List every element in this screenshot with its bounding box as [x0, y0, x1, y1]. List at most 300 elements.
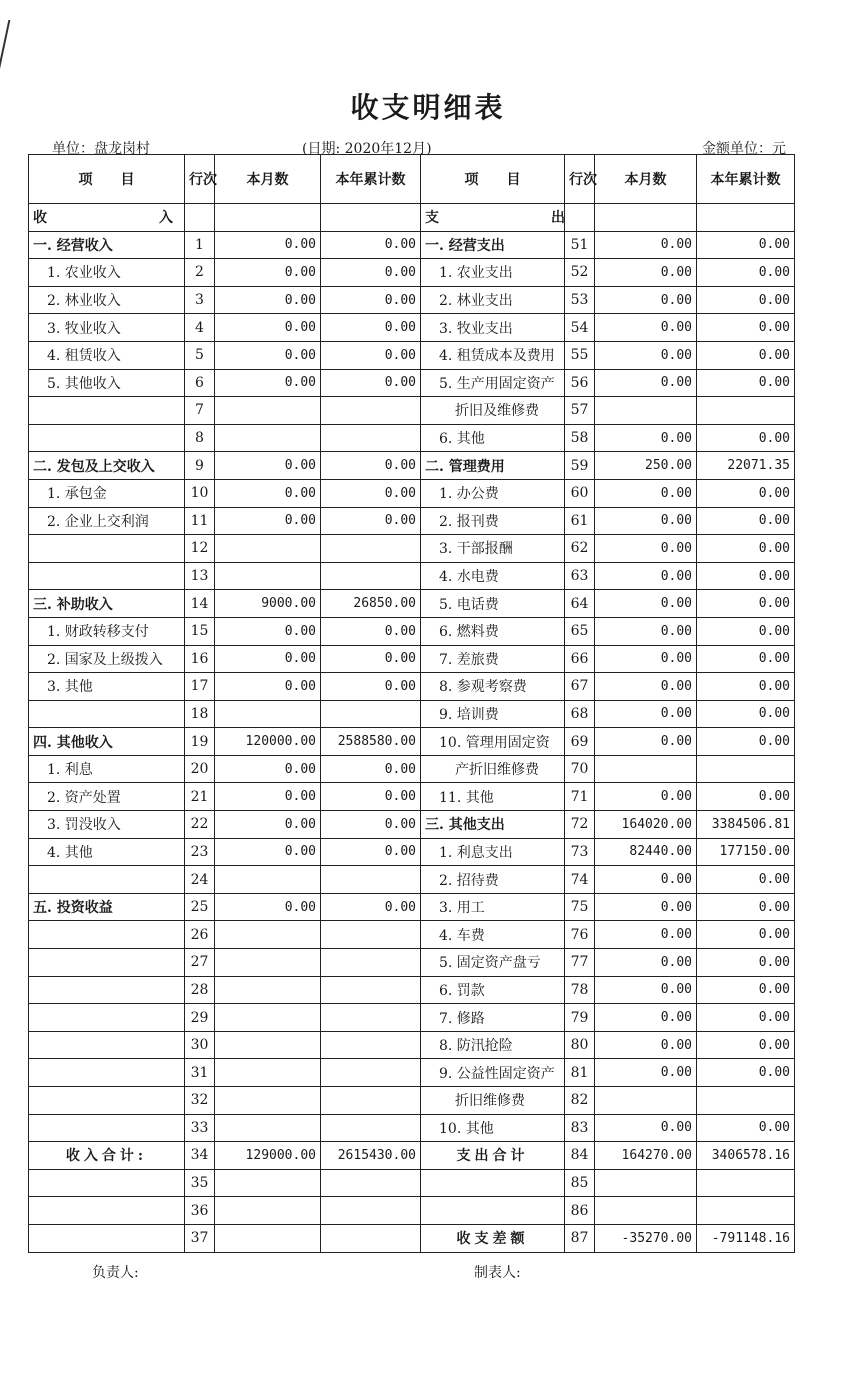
page-edge-mark [0, 20, 24, 80]
table-row [29, 1004, 795, 1032]
income-month-cell: 9000.00 [215, 590, 321, 618]
income-year-cell: 0.00 [321, 838, 421, 866]
income-item-cell: 2. 企业上交利润 [29, 507, 185, 535]
expense-year-cell: 0.00 [697, 314, 795, 342]
expense-line-cell: 53 [565, 286, 595, 314]
income-line-cell: 6 [185, 369, 215, 397]
header-month-income: 本月数 [215, 155, 321, 204]
unit-label: 单位：盘龙岗村 [52, 141, 150, 157]
expense-year-cell: -791148.16 [697, 1224, 795, 1252]
expense-line-cell: 75 [565, 893, 595, 921]
table-row [29, 838, 795, 866]
expense-month-cell: 0.00 [595, 645, 697, 673]
table-row [29, 562, 795, 590]
expense-month-cell: 0.00 [595, 1114, 697, 1142]
expense-year-cell: 0.00 [697, 535, 795, 563]
income-item-cell: 三. 补助收入 [29, 590, 185, 618]
income-year-cell [321, 1087, 421, 1115]
expense-year-cell: 0.00 [697, 728, 795, 756]
expense-item-cell: 5. 生产用固定资产 [421, 369, 565, 397]
expense-item-cell: 支 出 [421, 204, 565, 232]
expense-year-cell: 0.00 [697, 507, 795, 535]
income-item-cell [29, 949, 185, 977]
income-line-cell: 8 [185, 424, 215, 452]
income-line-cell: 28 [185, 976, 215, 1004]
income-year-cell: 0.00 [321, 314, 421, 342]
income-month-cell: 0.00 [215, 507, 321, 535]
income-year-cell [321, 921, 421, 949]
expense-line-cell: 59 [565, 452, 595, 480]
income-year-cell [321, 866, 421, 894]
header-month-expense: 本月数 [595, 155, 697, 204]
expense-line-cell: 63 [565, 562, 595, 590]
expense-line-cell: 80 [565, 1031, 595, 1059]
income-line-cell: 31 [185, 1059, 215, 1087]
expense-month-cell: 0.00 [595, 507, 697, 535]
expense-month-cell: 0.00 [595, 424, 697, 452]
expense-month-cell: 0.00 [595, 231, 697, 259]
expense-item-cell: 产折旧维修费 [421, 755, 565, 783]
income-year-cell: 0.00 [321, 231, 421, 259]
income-year-cell: 0.00 [321, 341, 421, 369]
income-month-cell: 0.00 [215, 259, 321, 287]
income-item-cell: 1. 承包金 [29, 479, 185, 507]
table-row [29, 424, 795, 452]
income-line-cell: 36 [185, 1197, 215, 1225]
income-month-cell: 0.00 [215, 755, 321, 783]
income-year-cell [321, 700, 421, 728]
income-year-cell [321, 1169, 421, 1197]
table-row [29, 314, 795, 342]
income-line-cell: 32 [185, 1087, 215, 1115]
income-month-cell: 0.00 [215, 231, 321, 259]
income-month-cell: 0.00 [215, 838, 321, 866]
expense-item-cell: 3. 干部报酬 [421, 535, 565, 563]
income-item-cell: 五. 投资收益 [29, 893, 185, 921]
income-year-cell [321, 562, 421, 590]
income-line-cell: 9 [185, 452, 215, 480]
income-item-cell [29, 1059, 185, 1087]
income-month-cell: 0.00 [215, 617, 321, 645]
income-item-cell [29, 424, 185, 452]
expense-year-cell [697, 1169, 795, 1197]
expense-month-cell: 0.00 [595, 286, 697, 314]
expense-year-cell: 0.00 [697, 259, 795, 287]
table-header-row [29, 155, 795, 204]
income-item-cell [29, 397, 185, 425]
table-row [29, 1197, 795, 1225]
table-row [29, 893, 795, 921]
income-month-cell [215, 1059, 321, 1087]
income-item-cell [29, 1087, 185, 1115]
income-month-cell: 0.00 [215, 479, 321, 507]
date-label: (日期: 2020年12月) [302, 141, 432, 157]
income-line-cell: 20 [185, 755, 215, 783]
expense-year-cell: 0.00 [697, 231, 795, 259]
income-month-cell [215, 1224, 321, 1252]
income-month-cell: 0.00 [215, 783, 321, 811]
table-row [29, 259, 795, 287]
expense-month-cell [595, 397, 697, 425]
income-year-cell: 0.00 [321, 783, 421, 811]
table-row [29, 204, 795, 232]
expense-month-cell: 0.00 [595, 783, 697, 811]
expense-year-cell: 0.00 [697, 424, 795, 452]
expense-line-cell: 83 [565, 1114, 595, 1142]
expense-month-cell [595, 755, 697, 783]
expense-year-cell: 3384506.81 [697, 811, 795, 839]
income-year-cell [321, 1004, 421, 1032]
income-month-cell: 0.00 [215, 645, 321, 673]
income-item-cell [29, 1004, 185, 1032]
expense-item-cell: 折旧及维修费 [421, 397, 565, 425]
income-expense-table-wrapper [28, 154, 794, 1253]
expense-month-cell: 250.00 [595, 452, 697, 480]
income-line-cell: 11 [185, 507, 215, 535]
income-month-cell: 120000.00 [215, 728, 321, 756]
currency-unit-label: 金额单位：元 [702, 141, 786, 157]
expense-line-cell: 85 [565, 1169, 595, 1197]
expense-item-cell: 2. 招待费 [421, 866, 565, 894]
table-row [29, 1114, 795, 1142]
income-item-cell: 收 入 [29, 204, 185, 232]
income-year-cell [321, 424, 421, 452]
expense-year-cell: 3406578.16 [697, 1142, 795, 1170]
table-row [29, 535, 795, 563]
income-item-cell: 二. 发包及上交收入 [29, 452, 185, 480]
expense-year-cell: 0.00 [697, 341, 795, 369]
expense-year-cell: 0.00 [697, 700, 795, 728]
income-month-cell [215, 1004, 321, 1032]
income-item-cell [29, 1031, 185, 1059]
expense-month-cell: 164270.00 [595, 1142, 697, 1170]
expense-year-cell [697, 755, 795, 783]
expense-item-cell: 8. 参观考察费 [421, 673, 565, 701]
income-line-cell: 7 [185, 397, 215, 425]
table-row [29, 479, 795, 507]
expense-year-cell [697, 1087, 795, 1115]
table-row [29, 976, 795, 1004]
income-line-cell: 10 [185, 479, 215, 507]
income-line-cell: 27 [185, 949, 215, 977]
expense-year-cell: 0.00 [697, 783, 795, 811]
income-line-cell: 37 [185, 1224, 215, 1252]
header-item-expense: 项 目 [421, 155, 565, 204]
income-month-cell [215, 1169, 321, 1197]
income-item-cell [29, 1169, 185, 1197]
expense-line-cell: 70 [565, 755, 595, 783]
document-title: 收支明细表 [350, 91, 506, 124]
expense-month-cell: 0.00 [595, 866, 697, 894]
income-item-cell [29, 562, 185, 590]
expense-line-cell: 81 [565, 1059, 595, 1087]
income-year-cell: 0.00 [321, 893, 421, 921]
expense-line-cell: 62 [565, 535, 595, 563]
expense-year-cell: 0.00 [697, 617, 795, 645]
expense-month-cell: 0.00 [595, 949, 697, 977]
expense-item-cell: 4. 租赁成本及费用 [421, 341, 565, 369]
table-row [29, 921, 795, 949]
income-year-cell: 26850.00 [321, 590, 421, 618]
table-row [29, 617, 795, 645]
income-line-cell: 5 [185, 341, 215, 369]
table-row [29, 1031, 795, 1059]
expense-month-cell: 0.00 [595, 1059, 697, 1087]
expense-item-cell: 2. 林业支出 [421, 286, 565, 314]
expense-item-cell [421, 1197, 565, 1225]
table-row [29, 949, 795, 977]
expense-year-cell: 0.00 [697, 369, 795, 397]
income-item-cell: 3. 其他 [29, 673, 185, 701]
income-item-cell [29, 976, 185, 1004]
income-line-cell: 16 [185, 645, 215, 673]
expense-year-cell: 0.00 [697, 1004, 795, 1032]
expense-line-cell: 87 [565, 1224, 595, 1252]
income-month-cell: 0.00 [215, 893, 321, 921]
expense-item-cell: 支出合计 [421, 1142, 565, 1170]
expense-year-cell: 0.00 [697, 645, 795, 673]
expense-item-cell [421, 1169, 565, 1197]
income-month-cell [215, 424, 321, 452]
income-line-cell: 17 [185, 673, 215, 701]
expense-line-cell: 72 [565, 811, 595, 839]
expense-item-cell: 7. 修路 [421, 1004, 565, 1032]
header-year-expense: 本年累计数 [697, 155, 795, 204]
expense-line-cell: 79 [565, 1004, 595, 1032]
expense-item-cell: 10. 管理用固定资 [421, 728, 565, 756]
expense-year-cell: 22071.35 [697, 452, 795, 480]
table-row [29, 1142, 795, 1170]
income-month-cell [215, 397, 321, 425]
income-line-cell: 23 [185, 838, 215, 866]
expense-month-cell: 0.00 [595, 562, 697, 590]
expense-line-cell: 54 [565, 314, 595, 342]
income-year-cell: 0.00 [321, 673, 421, 701]
income-line-cell: 4 [185, 314, 215, 342]
income-month-cell [215, 949, 321, 977]
income-item-cell [29, 866, 185, 894]
expense-item-cell: 三. 其他支出 [421, 811, 565, 839]
expense-line-cell: 66 [565, 645, 595, 673]
expense-year-cell: 0.00 [697, 479, 795, 507]
income-month-cell [215, 1031, 321, 1059]
income-year-cell [321, 535, 421, 563]
income-year-cell [321, 949, 421, 977]
income-year-cell: 0.00 [321, 507, 421, 535]
expense-month-cell: 0.00 [595, 921, 697, 949]
expense-year-cell: 0.00 [697, 1059, 795, 1087]
income-item-cell: 4. 其他 [29, 838, 185, 866]
expense-month-cell: 0.00 [595, 728, 697, 756]
income-year-cell: 2615430.00 [321, 1142, 421, 1170]
table-row [29, 590, 795, 618]
expense-month-cell: 0.00 [595, 535, 697, 563]
income-year-cell: 0.00 [321, 259, 421, 287]
expense-line-cell: 84 [565, 1142, 595, 1170]
income-line-cell: 13 [185, 562, 215, 590]
expense-line-cell: 56 [565, 369, 595, 397]
expense-month-cell [595, 1087, 697, 1115]
income-line-cell: 3 [185, 286, 215, 314]
income-item-cell [29, 700, 185, 728]
expense-line-cell: 74 [565, 866, 595, 894]
expense-line-cell: 60 [565, 479, 595, 507]
expense-month-cell: 0.00 [595, 1031, 697, 1059]
table-row [29, 728, 795, 756]
income-item-cell [29, 1114, 185, 1142]
income-line-cell: 24 [185, 866, 215, 894]
expense-line-cell: 58 [565, 424, 595, 452]
income-month-cell [215, 535, 321, 563]
expense-item-cell: 11. 其他 [421, 783, 565, 811]
expense-line-cell: 51 [565, 231, 595, 259]
expense-month-cell: 0.00 [595, 314, 697, 342]
table-row [29, 1224, 795, 1252]
table-row [29, 507, 795, 535]
table-row [29, 369, 795, 397]
income-line-cell: 30 [185, 1031, 215, 1059]
income-year-cell: 0.00 [321, 369, 421, 397]
expense-item-cell: 7. 差旅费 [421, 645, 565, 673]
expense-item-cell: 4. 水电费 [421, 562, 565, 590]
table-row [29, 755, 795, 783]
expense-item-cell: 5. 电话费 [421, 590, 565, 618]
income-item-cell [29, 921, 185, 949]
income-item-cell: 5. 其他收入 [29, 369, 185, 397]
expense-month-cell [595, 204, 697, 232]
income-line-cell: 26 [185, 921, 215, 949]
income-item-cell: 1. 财政转移支付 [29, 617, 185, 645]
expense-month-cell: 0.00 [595, 341, 697, 369]
expense-item-cell: 8. 防汛抢险 [421, 1031, 565, 1059]
income-item-cell [29, 535, 185, 563]
table-row [29, 645, 795, 673]
income-item-cell: 4. 租赁收入 [29, 341, 185, 369]
expense-month-cell: 0.00 [595, 479, 697, 507]
income-month-cell: 0.00 [215, 673, 321, 701]
expense-year-cell: 0.00 [697, 673, 795, 701]
expense-line-cell: 55 [565, 341, 595, 369]
income-month-cell [215, 866, 321, 894]
income-year-cell [321, 1197, 421, 1225]
income-year-cell [321, 976, 421, 1004]
expense-line-cell: 71 [565, 783, 595, 811]
expense-item-cell: 3. 用工 [421, 893, 565, 921]
income-item-cell: 2. 资产处置 [29, 783, 185, 811]
expense-line-cell: 69 [565, 728, 595, 756]
expense-year-cell [697, 204, 795, 232]
income-month-cell [215, 921, 321, 949]
expense-year-cell [697, 397, 795, 425]
header-item-income: 项 目 [29, 155, 185, 204]
expense-line-cell: 52 [565, 259, 595, 287]
income-line-cell: 2 [185, 259, 215, 287]
expense-line-cell: 82 [565, 1087, 595, 1115]
income-item-cell [29, 1224, 185, 1252]
table-row [29, 1087, 795, 1115]
expense-item-cell: 1. 办公费 [421, 479, 565, 507]
expense-line-cell: 76 [565, 921, 595, 949]
income-month-cell [215, 1197, 321, 1225]
income-line-cell: 35 [185, 1169, 215, 1197]
expense-month-cell: 0.00 [595, 590, 697, 618]
income-month-cell [215, 976, 321, 1004]
income-item-cell: 一. 经营收入 [29, 231, 185, 259]
income-month-cell: 0.00 [215, 341, 321, 369]
expense-month-cell [595, 1169, 697, 1197]
expense-year-cell: 0.00 [697, 976, 795, 1004]
income-year-cell: 0.00 [321, 286, 421, 314]
income-year-cell: 0.00 [321, 452, 421, 480]
income-expense-table [28, 154, 795, 1253]
expense-month-cell: 0.00 [595, 673, 697, 701]
income-year-cell: 0.00 [321, 617, 421, 645]
expense-month-cell: -35270.00 [595, 1224, 697, 1252]
expense-item-cell: 2. 报刊费 [421, 507, 565, 535]
income-item-cell: 2. 林业收入 [29, 286, 185, 314]
expense-item-cell: 1. 利息支出 [421, 838, 565, 866]
expense-month-cell: 164020.00 [595, 811, 697, 839]
income-line-cell: 18 [185, 700, 215, 728]
table-row [29, 397, 795, 425]
income-item-cell: 3. 罚没收入 [29, 811, 185, 839]
income-month-cell [215, 1114, 321, 1142]
income-item-cell: 2. 国家及上级拨入 [29, 645, 185, 673]
table-row [29, 866, 795, 894]
income-item-cell: 1. 农业收入 [29, 259, 185, 287]
expense-line-cell: 67 [565, 673, 595, 701]
expense-year-cell: 0.00 [697, 1031, 795, 1059]
table-row [29, 452, 795, 480]
income-year-cell: 0.00 [321, 755, 421, 783]
income-year-cell [321, 397, 421, 425]
table-row [29, 700, 795, 728]
table-row [29, 1059, 795, 1087]
expense-month-cell: 0.00 [595, 369, 697, 397]
expense-year-cell: 0.00 [697, 921, 795, 949]
income-line-cell: 21 [185, 783, 215, 811]
expense-item-cell: 6. 罚款 [421, 976, 565, 1004]
expense-month-cell [595, 1197, 697, 1225]
table-row [29, 1169, 795, 1197]
expense-line-cell: 86 [565, 1197, 595, 1225]
income-line-cell: 22 [185, 811, 215, 839]
expense-year-cell: 0.00 [697, 1114, 795, 1142]
table-row [29, 286, 795, 314]
expense-line-cell: 57 [565, 397, 595, 425]
header-line-income: 行次 [185, 155, 215, 204]
expense-month-cell: 0.00 [595, 617, 697, 645]
table-row [29, 673, 795, 701]
income-month-cell: 0.00 [215, 286, 321, 314]
header-year-income: 本年累计数 [321, 155, 421, 204]
table-row [29, 341, 795, 369]
expense-month-cell: 0.00 [595, 259, 697, 287]
table-body [29, 204, 795, 1253]
expense-month-cell: 0.00 [595, 893, 697, 921]
expense-month-cell: 0.00 [595, 1004, 697, 1032]
expense-item-cell: 4. 车费 [421, 921, 565, 949]
expense-line-cell: 77 [565, 949, 595, 977]
expense-line-cell: 73 [565, 838, 595, 866]
expense-year-cell: 0.00 [697, 286, 795, 314]
income-year-cell [321, 1031, 421, 1059]
header-line-expense: 行次 [565, 155, 595, 204]
preparer-label: 制表人: [474, 1265, 521, 1281]
income-line-cell: 19 [185, 728, 215, 756]
income-month-cell: 0.00 [215, 811, 321, 839]
income-line-cell: 34 [185, 1142, 215, 1170]
